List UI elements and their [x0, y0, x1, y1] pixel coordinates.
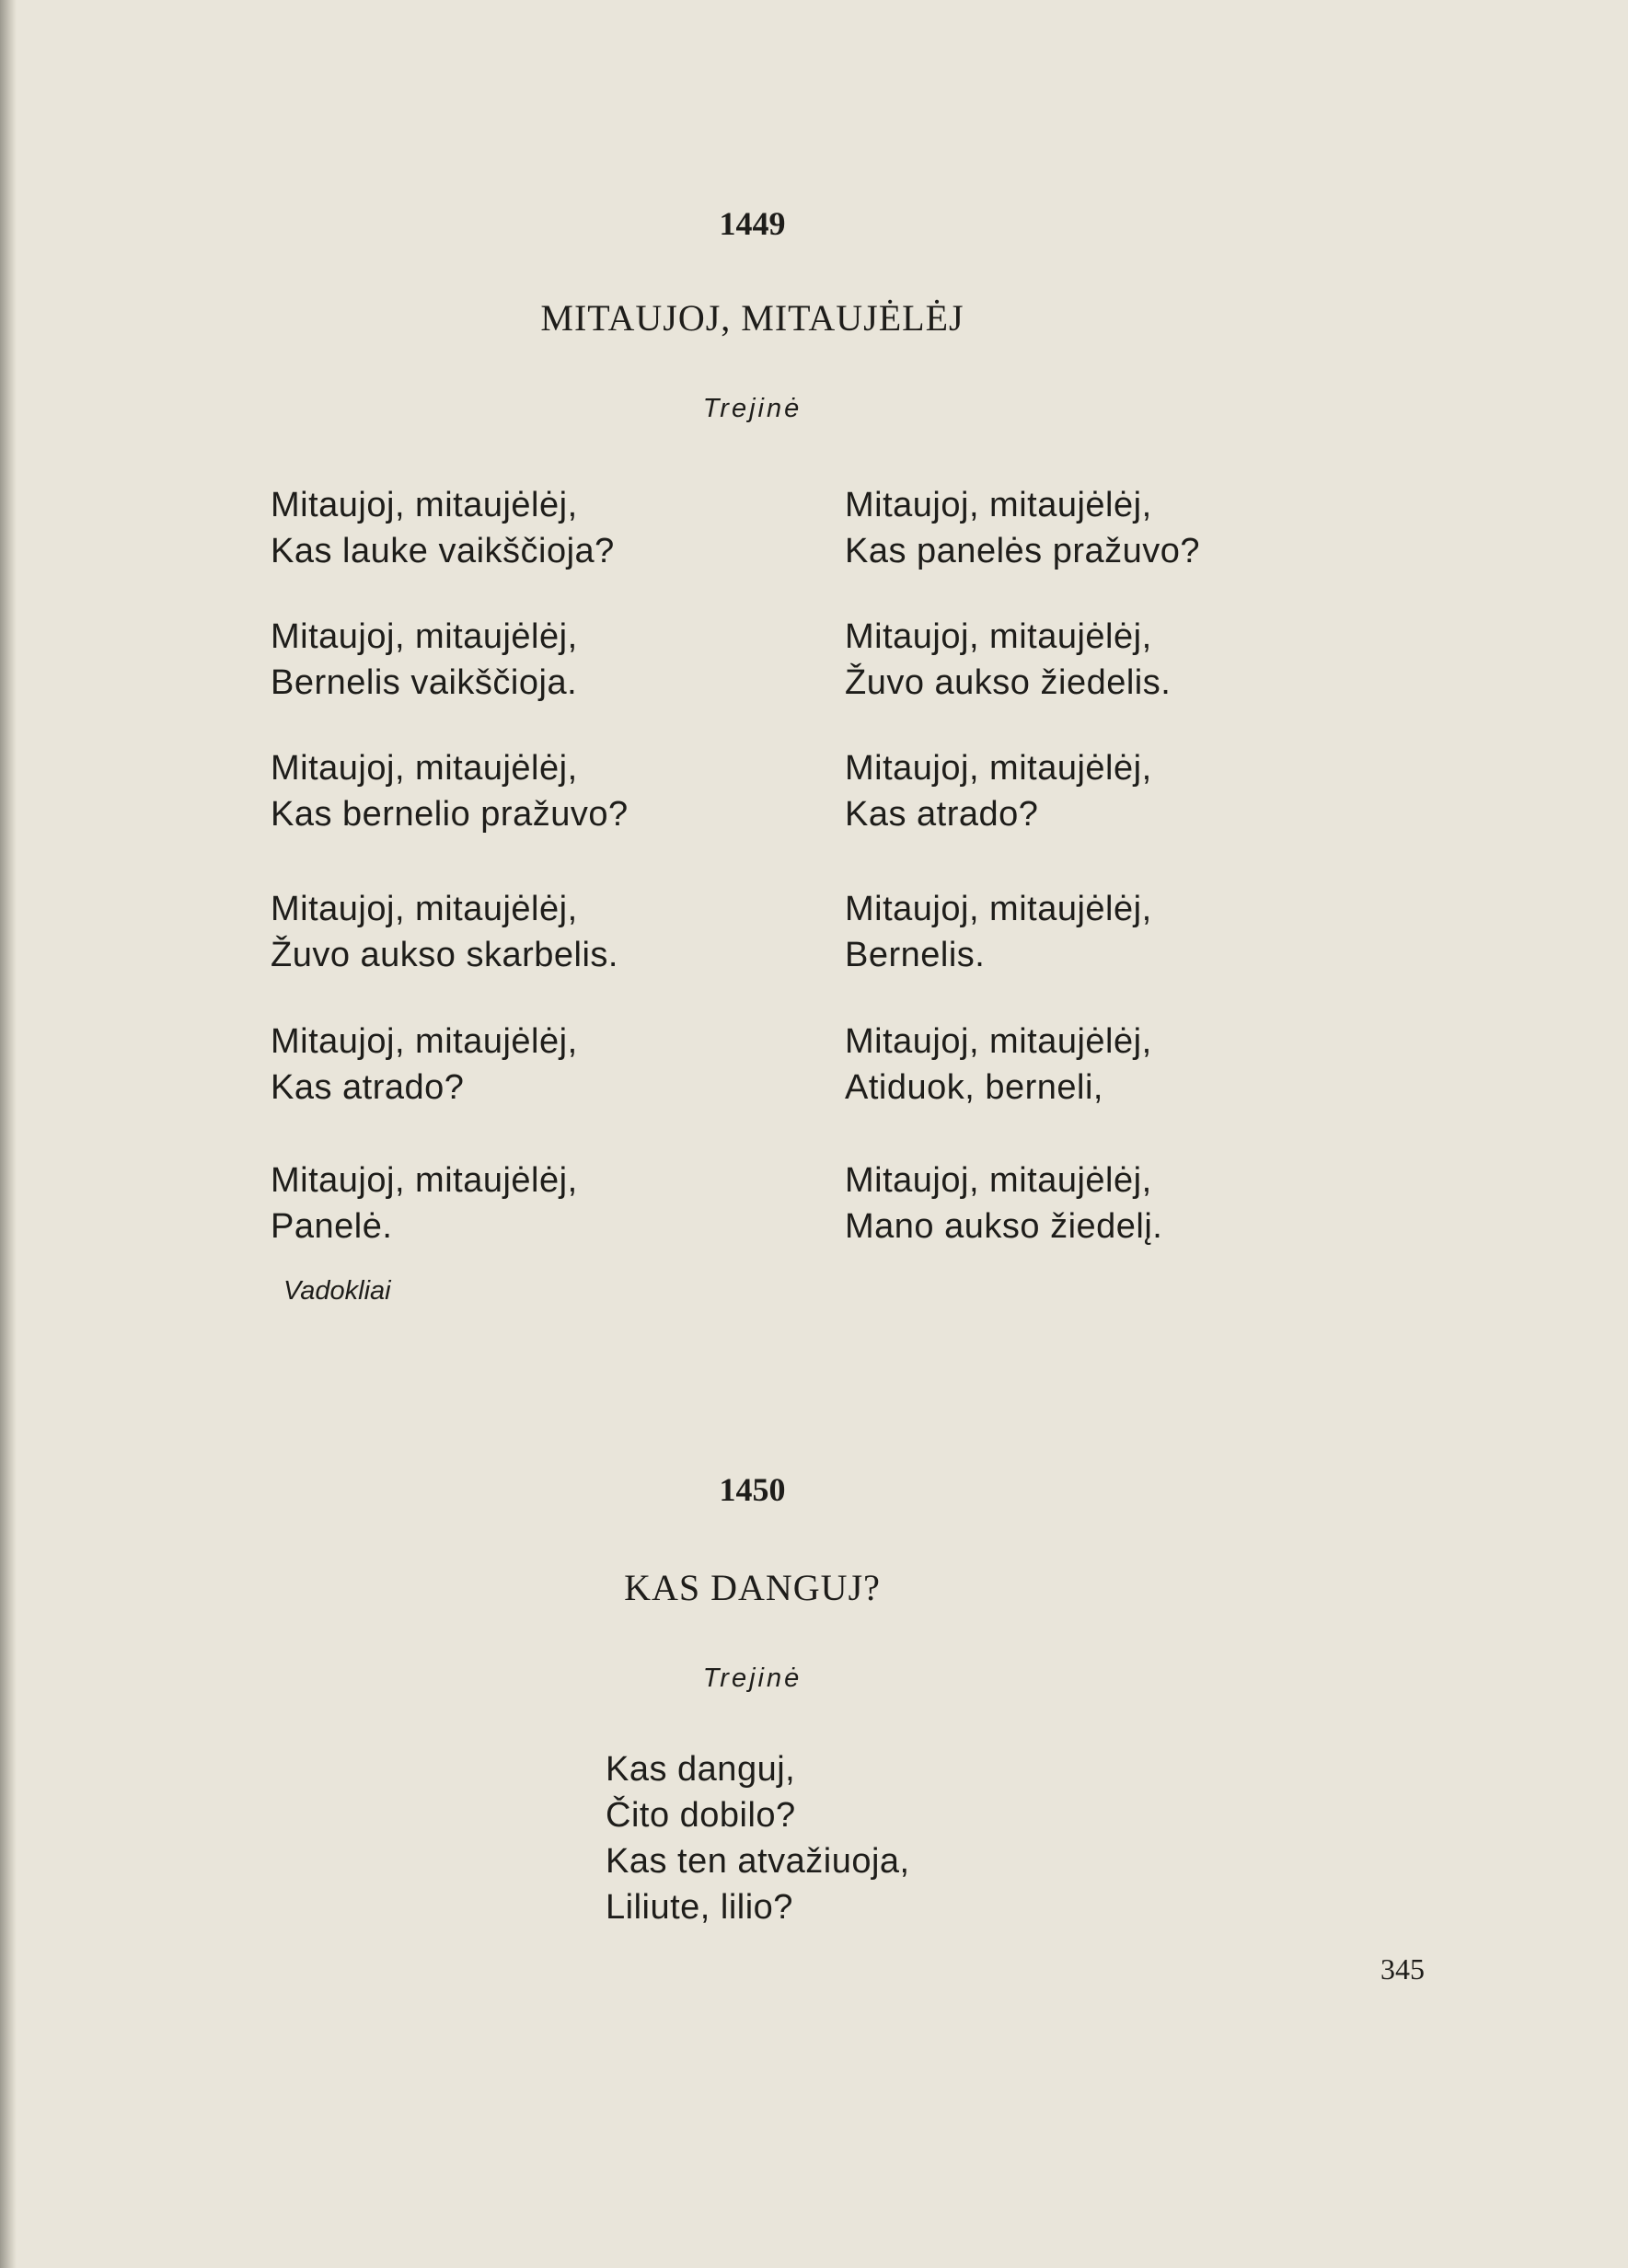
verse-line: Bernelis.	[845, 936, 986, 974]
verse-line: Kas panelės pražuvo?	[845, 532, 1201, 570]
song-subtitle-1450: Trejinė	[702, 1664, 802, 1693]
verse-line: Žuvo aukso skarbelis.	[271, 936, 618, 974]
verse-line: Mitaujoj, mitaujėlėj,	[845, 1022, 1152, 1061]
verse-line: Kas bernelio pražuvo?	[271, 795, 629, 834]
verse-line: Kas ten atvažiuoja,	[606, 1842, 910, 1881]
stanza-right-1	[845, 482, 1200, 574]
stanza-right-2	[845, 614, 1171, 706]
stanza-right-6	[845, 1157, 1162, 1249]
verse-line: Liliute, lilio?	[606, 1888, 793, 1927]
stanza-left-5	[271, 1019, 578, 1111]
verse-line: Bernelis vaikščioja.	[271, 663, 578, 702]
stanza-left-3	[271, 745, 629, 837]
verse-line: Mitaujoj, mitaujėlėj,	[271, 1161, 578, 1200]
stanza-right-3	[845, 745, 1152, 837]
verse-line: Mitaujoj, mitaujėlėj,	[845, 1161, 1152, 1200]
verse-line: Panelė.	[271, 1207, 393, 1246]
verse-line: Mitaujoj, mitaujėlėj,	[845, 486, 1152, 524]
verse-line: Mitaujoj, mitaujėlėj,	[271, 617, 578, 656]
song-title-1450: KAS DANGUJ?	[624, 1567, 881, 1608]
verse-line: Kas danguj,	[606, 1750, 796, 1789]
page-number: 345	[1380, 1952, 1425, 1986]
verse-line: Žuvo aukso žiedelis.	[845, 663, 1172, 702]
stanza-left-4	[271, 886, 618, 978]
song-title-1449: MITAUJOJ, MITAUJĖLĖJ	[540, 297, 964, 339]
stanza-left-2	[271, 614, 578, 706]
page-edge-shadow	[0, 0, 17, 2268]
verse-line: Čito dobilo?	[606, 1796, 796, 1835]
stanza-right-4	[845, 886, 1152, 978]
verse-line: Mitaujoj, mitaujėlėj,	[845, 749, 1152, 788]
place-note-1449: Vadokliai	[283, 1276, 391, 1306]
verse-line: Mitaujoj, mitaujėlėj,	[845, 890, 1152, 928]
verse-line: Mitaujoj, mitaujėlėj,	[271, 1022, 578, 1061]
stanza-1450	[606, 1746, 910, 1930]
verse-line: Kas atrado?	[845, 795, 1039, 834]
verse-line: Kas lauke vaikščioja?	[271, 532, 615, 570]
song-number-1449: 1449	[719, 205, 786, 242]
song-subtitle-1449: Trejinė	[702, 394, 802, 423]
stanza-right-5	[845, 1019, 1152, 1111]
verse-line: Mitaujoj, mitaujėlėj,	[271, 890, 578, 928]
stanza-left-1	[271, 482, 615, 574]
verse-line: Mitaujoj, mitaujėlėj,	[845, 617, 1152, 656]
verse-line: Mano aukso žiedelį.	[845, 1207, 1163, 1246]
verse-line: Mitaujoj, mitaujėlėj,	[271, 749, 578, 788]
stanza-left-6	[271, 1157, 578, 1249]
verse-line: Mitaujoj, mitaujėlėj,	[271, 486, 578, 524]
song-number-1450: 1450	[719, 1471, 786, 1508]
verse-line: Atiduok, berneli,	[845, 1068, 1103, 1107]
verse-line: Kas atrado?	[271, 1068, 465, 1107]
